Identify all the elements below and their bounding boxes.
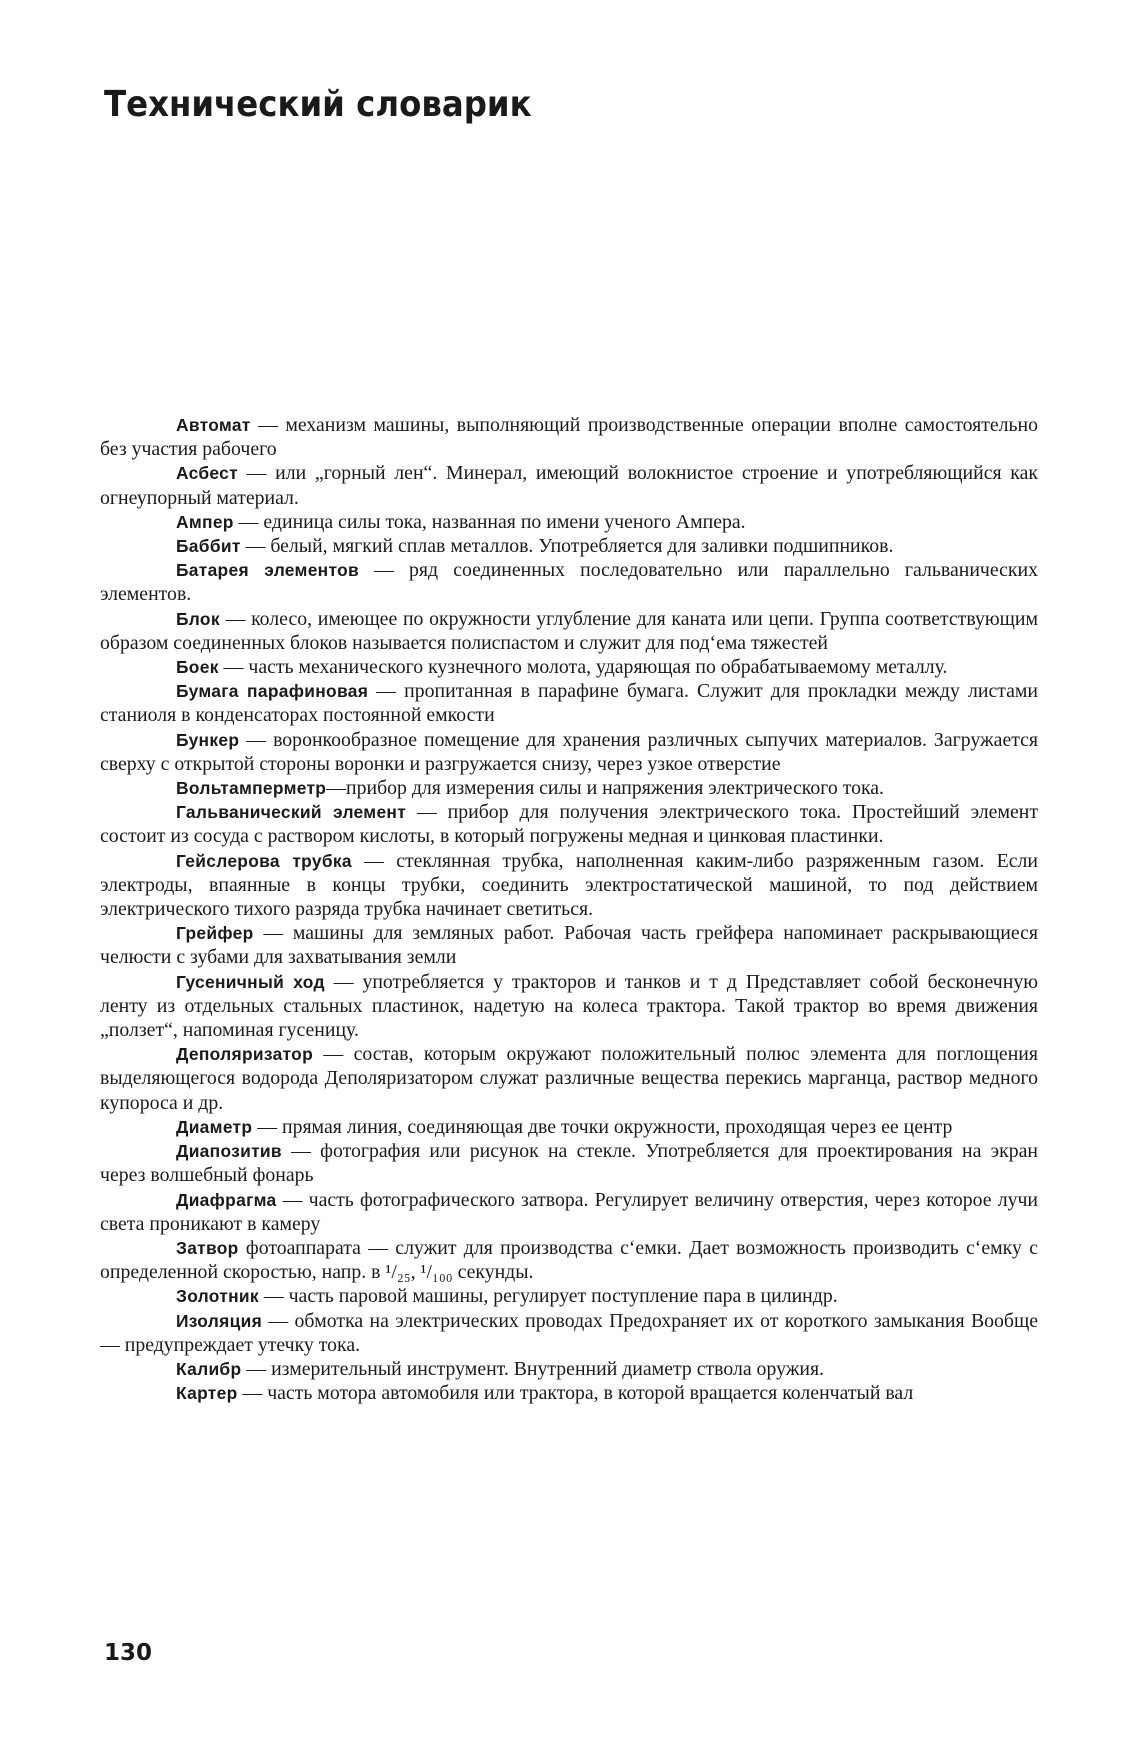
entry-term: Гальванический элемент <box>176 802 407 823</box>
glossary-entry <box>100 1115 1038 1139</box>
entry-definition: —прибор для измерения силы и напряжения электрического тока. <box>326 777 885 800</box>
glossary-entry <box>100 1357 1038 1381</box>
entry-definition: — стеклянная трубка, наполненная каким-либо разряженным газом. Если электроды, впаянные в концы трубки, соединить электростатической машиной, то под действием электрического тихого разряда трубка начинает светиться. <box>100 849 1038 921</box>
entry-term: Калибр <box>176 1358 242 1379</box>
page-number: 130 <box>104 1640 153 1666</box>
entry-term: Боек <box>176 657 219 678</box>
entry-definition: — или „горный лен“. Минерал, имеющий волокнистое строение и употребляющийся как огнеупорный материал. <box>100 462 1038 509</box>
entry-definition: — механизм машины, выполняющий производственные операции вполне самостоятельно без участия рабочего <box>100 414 1038 461</box>
glossary-entry <box>100 849 1038 922</box>
entry-term: Диафрагма <box>176 1189 277 1210</box>
glossary-entry <box>100 413 1038 461</box>
page-title: Технический словарик <box>104 84 532 125</box>
entry-definition: — употребляется у тракторов и танков и т д Представляет собой бесконечную ленту из отдельных стальных пластинок, надетую на колеса трактора. Такой трактор во время движения „ползет“, напоминая гусеницу. <box>100 970 1038 1042</box>
entry-definition: — обмотка на электрических проводах Предохраняет их от короткого замыкания Вообще — предупреждает утечку тока. <box>100 1309 1038 1356</box>
glossary-entry <box>100 607 1038 655</box>
entry-definition: — ряд соединенных последовательно или параллельно гальванических элементов. <box>100 559 1038 606</box>
entry-term: Автомат <box>176 415 251 435</box>
entry-term: Деполяризатор <box>176 1044 313 1065</box>
entry-term: Баббит <box>176 536 241 557</box>
entry-term: Золотник <box>176 1286 259 1307</box>
entry-term: Гусеничный ход <box>176 971 325 992</box>
entry-term: Диапозитив <box>176 1141 282 1162</box>
entry-definition: — фотография или рисунок на стекле. Употребляется для проектирования на экран через волшебный фонарь <box>100 1140 1038 1187</box>
glossary-entry <box>100 1284 1038 1308</box>
entry-definition: — часть мотора автомобиля или трактора, в которой вращается коленчатый вал <box>237 1382 914 1405</box>
entry-definition: — единица силы тока, названная по имени ученого Ампера. <box>233 510 746 533</box>
glossary-entry <box>100 776 1038 800</box>
entry-term: Затвор <box>176 1237 239 1258</box>
entry-definition: — машины для земляных работ. Рабочая часть грейфера напоминает раскрывающиеся челюсти с зубами для захватывания земли <box>100 922 1038 969</box>
glossary-entry <box>100 1188 1038 1236</box>
glossary-entry <box>100 558 1038 606</box>
entry-definition: фотоаппарата — служит для производства с‘емки. Дает возможность производить с‘емку с определенной скоростью, напр. в ¹/₂₅, ¹/₁₀₀ секунды. <box>100 1236 1038 1284</box>
entry-definition: — измерительный инструмент. Внутренний диаметр ствола оружия. <box>241 1357 824 1380</box>
entry-term: Асбест <box>176 463 238 484</box>
glossary <box>100 413 1038 1405</box>
entry-definition: — часть паровой машины, регулирует поступление пара в цилиндр. <box>258 1285 838 1308</box>
entry-term: Батарея элементов <box>176 560 359 581</box>
entry-term: Ампер <box>176 511 234 532</box>
entry-definition: — прибор для получения электрического тока. Простейший элемент состоит из сосуда с раствором кислоты, в который погружены медная и цинковая пластинки. <box>100 801 1038 848</box>
glossary-entry <box>100 1139 1038 1187</box>
entry-term: Грейфер <box>176 923 254 944</box>
entry-term: Изоляция <box>176 1310 263 1331</box>
entry-definition: — белый, мягкий сплав металлов. Употребляется для заливки подшипников. <box>240 535 894 558</box>
entry-definition: — воронкообразное помещение для хранения различных сыпучих материалов. Загружается сверху с открытой стороны воронки и разгружается снизу, через узкое отверстие <box>100 728 1038 775</box>
glossary-entry <box>100 970 1038 1043</box>
glossary-entry <box>100 1236 1038 1284</box>
glossary-entry <box>100 510 1038 534</box>
glossary-entry <box>100 1042 1038 1115</box>
entry-definition: — колесо, имеющее по окружности углубление для каната или цепи. Группа соответствующим образом соединенных блоков называется полиспастом и служит для под‘ема тяжестей <box>100 607 1038 654</box>
entry-definition: — пропитанная в парафине бумага. Служит для прокладки между листами станиоля в конденсаторах постоянной емкости <box>100 680 1038 727</box>
glossary-entry <box>100 800 1038 848</box>
glossary-entry <box>100 534 1038 558</box>
entry-term: Блок <box>176 608 220 629</box>
entry-term: Диаметр <box>176 1116 253 1137</box>
glossary-entry <box>100 728 1038 776</box>
entry-term: Вольтамперметр <box>176 778 327 799</box>
glossary-entry <box>100 1309 1038 1357</box>
entry-definition: — часть фотографического затвора. Регулирует величину отверстия, через которое лучи света проникают в камеру <box>100 1188 1038 1235</box>
glossary-entry <box>100 461 1038 509</box>
entry-definition: — часть механического кузнечного молота, ударяющая по обрабатываемому металлу. <box>218 656 948 679</box>
glossary-entry <box>100 921 1038 969</box>
glossary-entry <box>100 679 1038 727</box>
entry-term: Гейслерова трубка <box>176 850 352 871</box>
entry-term: Картер <box>176 1383 238 1404</box>
entry-definition: — прямая линия, соединяющая две точки окружности, проходящая через ее центр <box>252 1115 953 1138</box>
glossary-entry <box>100 655 1038 679</box>
glossary-entry <box>100 1381 1038 1405</box>
entry-definition: — состав, которым окружают положительный полюс элемента для поглощения выделяющегося водорода Деполяризатором служат различные вещества перекись марганца, раствор медного купороса и др. <box>100 1043 1038 1114</box>
entry-term: Бумага парафиновая <box>176 681 369 702</box>
entry-term: Бункер <box>176 729 240 750</box>
